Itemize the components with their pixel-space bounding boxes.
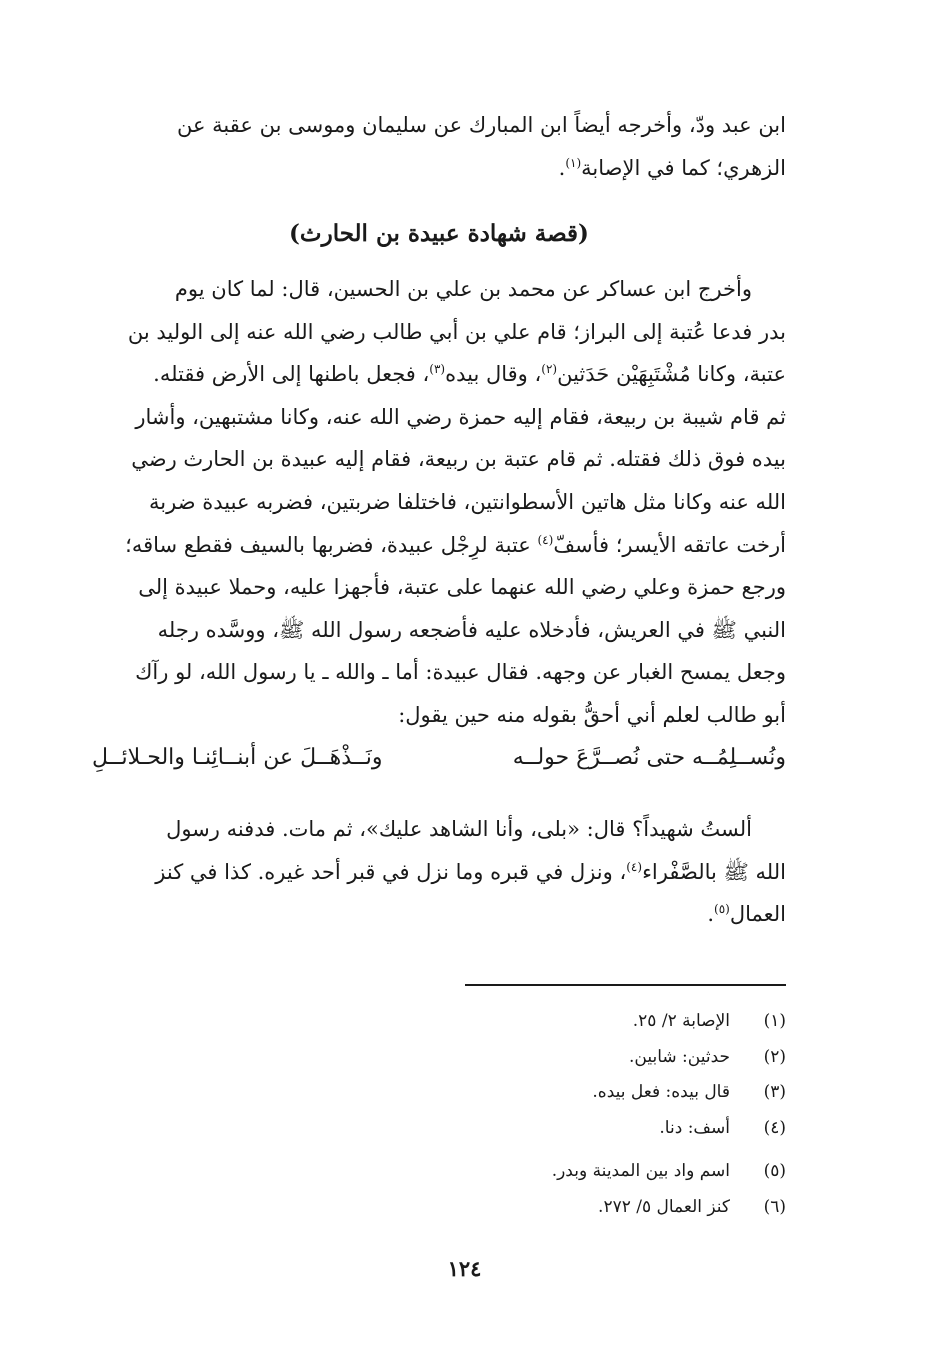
poem-hemistich-first: ونُســلِمُــه حتى نُصــرَّعَ حولــه [512,745,786,770]
footnote-text: حدثين: شابين. [629,1046,730,1067]
footnote-item [420,1040,786,1076]
closing-line: ، ونزل في قبره وما نزل في قبر أحد غيره. كذا في كنز [155,859,627,884]
section-title: (قصة شهادة عبيدة بن الحارث) [289,220,589,247]
story-line: ، وقال بيده [445,362,542,387]
footnote-item [420,1190,786,1226]
poem-hemistich-second: ونَــذْهَــلَ عن أبنــائِنـا والحـلائــلِ [92,745,383,770]
story-line: أبو طالب لعلم أني أحقُّ بقوله منه حين يقول: [398,702,786,727]
story-line: أرخت عاتقه الأيسر؛ فأسفّ [553,532,786,557]
closing-line: ألستُ شهيداً؟ قال: «بلى، وأنا الشاهد عليك»، ثم مات. فدفنه رسول [166,817,752,841]
footnote-text: الإصابة ٢/ ٢٥. [632,1011,730,1031]
footnote-item [420,1075,786,1111]
footnotes-list [420,1004,786,1225]
footnote-text: أسف: دنا. [659,1117,730,1138]
footnote-number: (١) [763,1011,786,1031]
intro-line-end: . [558,155,566,180]
story-line: وجعل يمسح الغبار عن وجهه. فقال عبيدة: أما ـ والله ـ يا رسول الله، لو رآك [135,660,786,685]
footnote-text: كنز العمال ٥/ ٢٧٢. [598,1196,730,1217]
closing-line: الله ﷺ بالصَّفْراء [642,859,786,884]
closing-paragraph [92,808,786,936]
footnote-text: اسم واد بين المدينة وبدر. [551,1161,730,1181]
closing-line: العمال [729,902,786,927]
story-line: ، فجعل باطنها إلى الأرض فقتله. [153,362,430,387]
closing-line-end: . [707,902,714,927]
story-line: بيده فوق ذلك فقتله. ثم قام عتبة بن ربيعة، فقام إليه عبيدة بن الحارث رضي [131,447,786,472]
footnote-ref: (٢) [541,362,558,377]
intro-line: الزهري؛ كما في الإصابة [581,155,786,180]
footnote-gap [420,1146,786,1154]
story-line: بدر فدعا عُتبة إلى البراز؛ قام علي بن أبي طالب رضي الله عنه إلى الوليد بن [127,319,786,344]
footnote-ref: (٤) [626,859,643,874]
intro-paragraph [92,104,786,189]
footnote-separator [465,984,786,986]
footnote-item [420,1004,786,1040]
story-line: الله عنه وكانا مثل هاتين الأسطوانتين، فاختلفا ضربتين، فضربه عبيدة ضربة [149,489,786,514]
footnote-ref: (٤) [537,532,554,547]
footnote-number: (٦) [763,1196,786,1217]
footnote-item [420,1111,786,1147]
footnote-number: (٢) [763,1046,786,1067]
footnote-number: (٤) [763,1117,786,1138]
story-line: ورجع حمزة وعلي رضي الله عنهما على عتبة، فأجهزا عليه، وحملا عبيدة إلى [138,575,786,600]
story-line: ثم قام شيبة بن ربيعة، فقام إليه حمزة رضي الله عنه، وكانا مشتبهين، وأشار [135,404,786,429]
footnote-item [420,1154,786,1190]
footnote-number: (٥) [763,1161,786,1181]
intro-line: ابن عبد ودّ، وأخرجه أيضاً ابن المبارك عن سليمان وموسى بن عقبة عن [176,113,786,137]
footnote-number: (٣) [763,1082,786,1102]
footnote-ref: (١) [565,155,582,170]
story-line: وأخرج ابن عساكر عن محمد بن علي بن الحسين، قال: لما كان يوم [174,277,752,301]
story-line: عتبة، وكانا مُشْتَبِهَيْن حَدَثين [557,362,786,387]
story-paragraph [92,268,786,737]
footnote-ref: (٥) [714,902,730,917]
story-line: عتبة لرِجْل عبيدة، فضربها بالسيف فقطع ساقه؛ [125,532,538,557]
poem-verse [92,736,786,780]
story-line: النبي ﷺ في العريش، فأدخلاه عليه فأضجعه رسول الله ﷺ، ووسَّده رجله [157,617,786,642]
footnote-text: قال بيده: فعل بيده. [592,1082,730,1102]
page-number: ١٢٤ [447,1256,482,1281]
footnote-ref: (٣) [429,362,446,377]
